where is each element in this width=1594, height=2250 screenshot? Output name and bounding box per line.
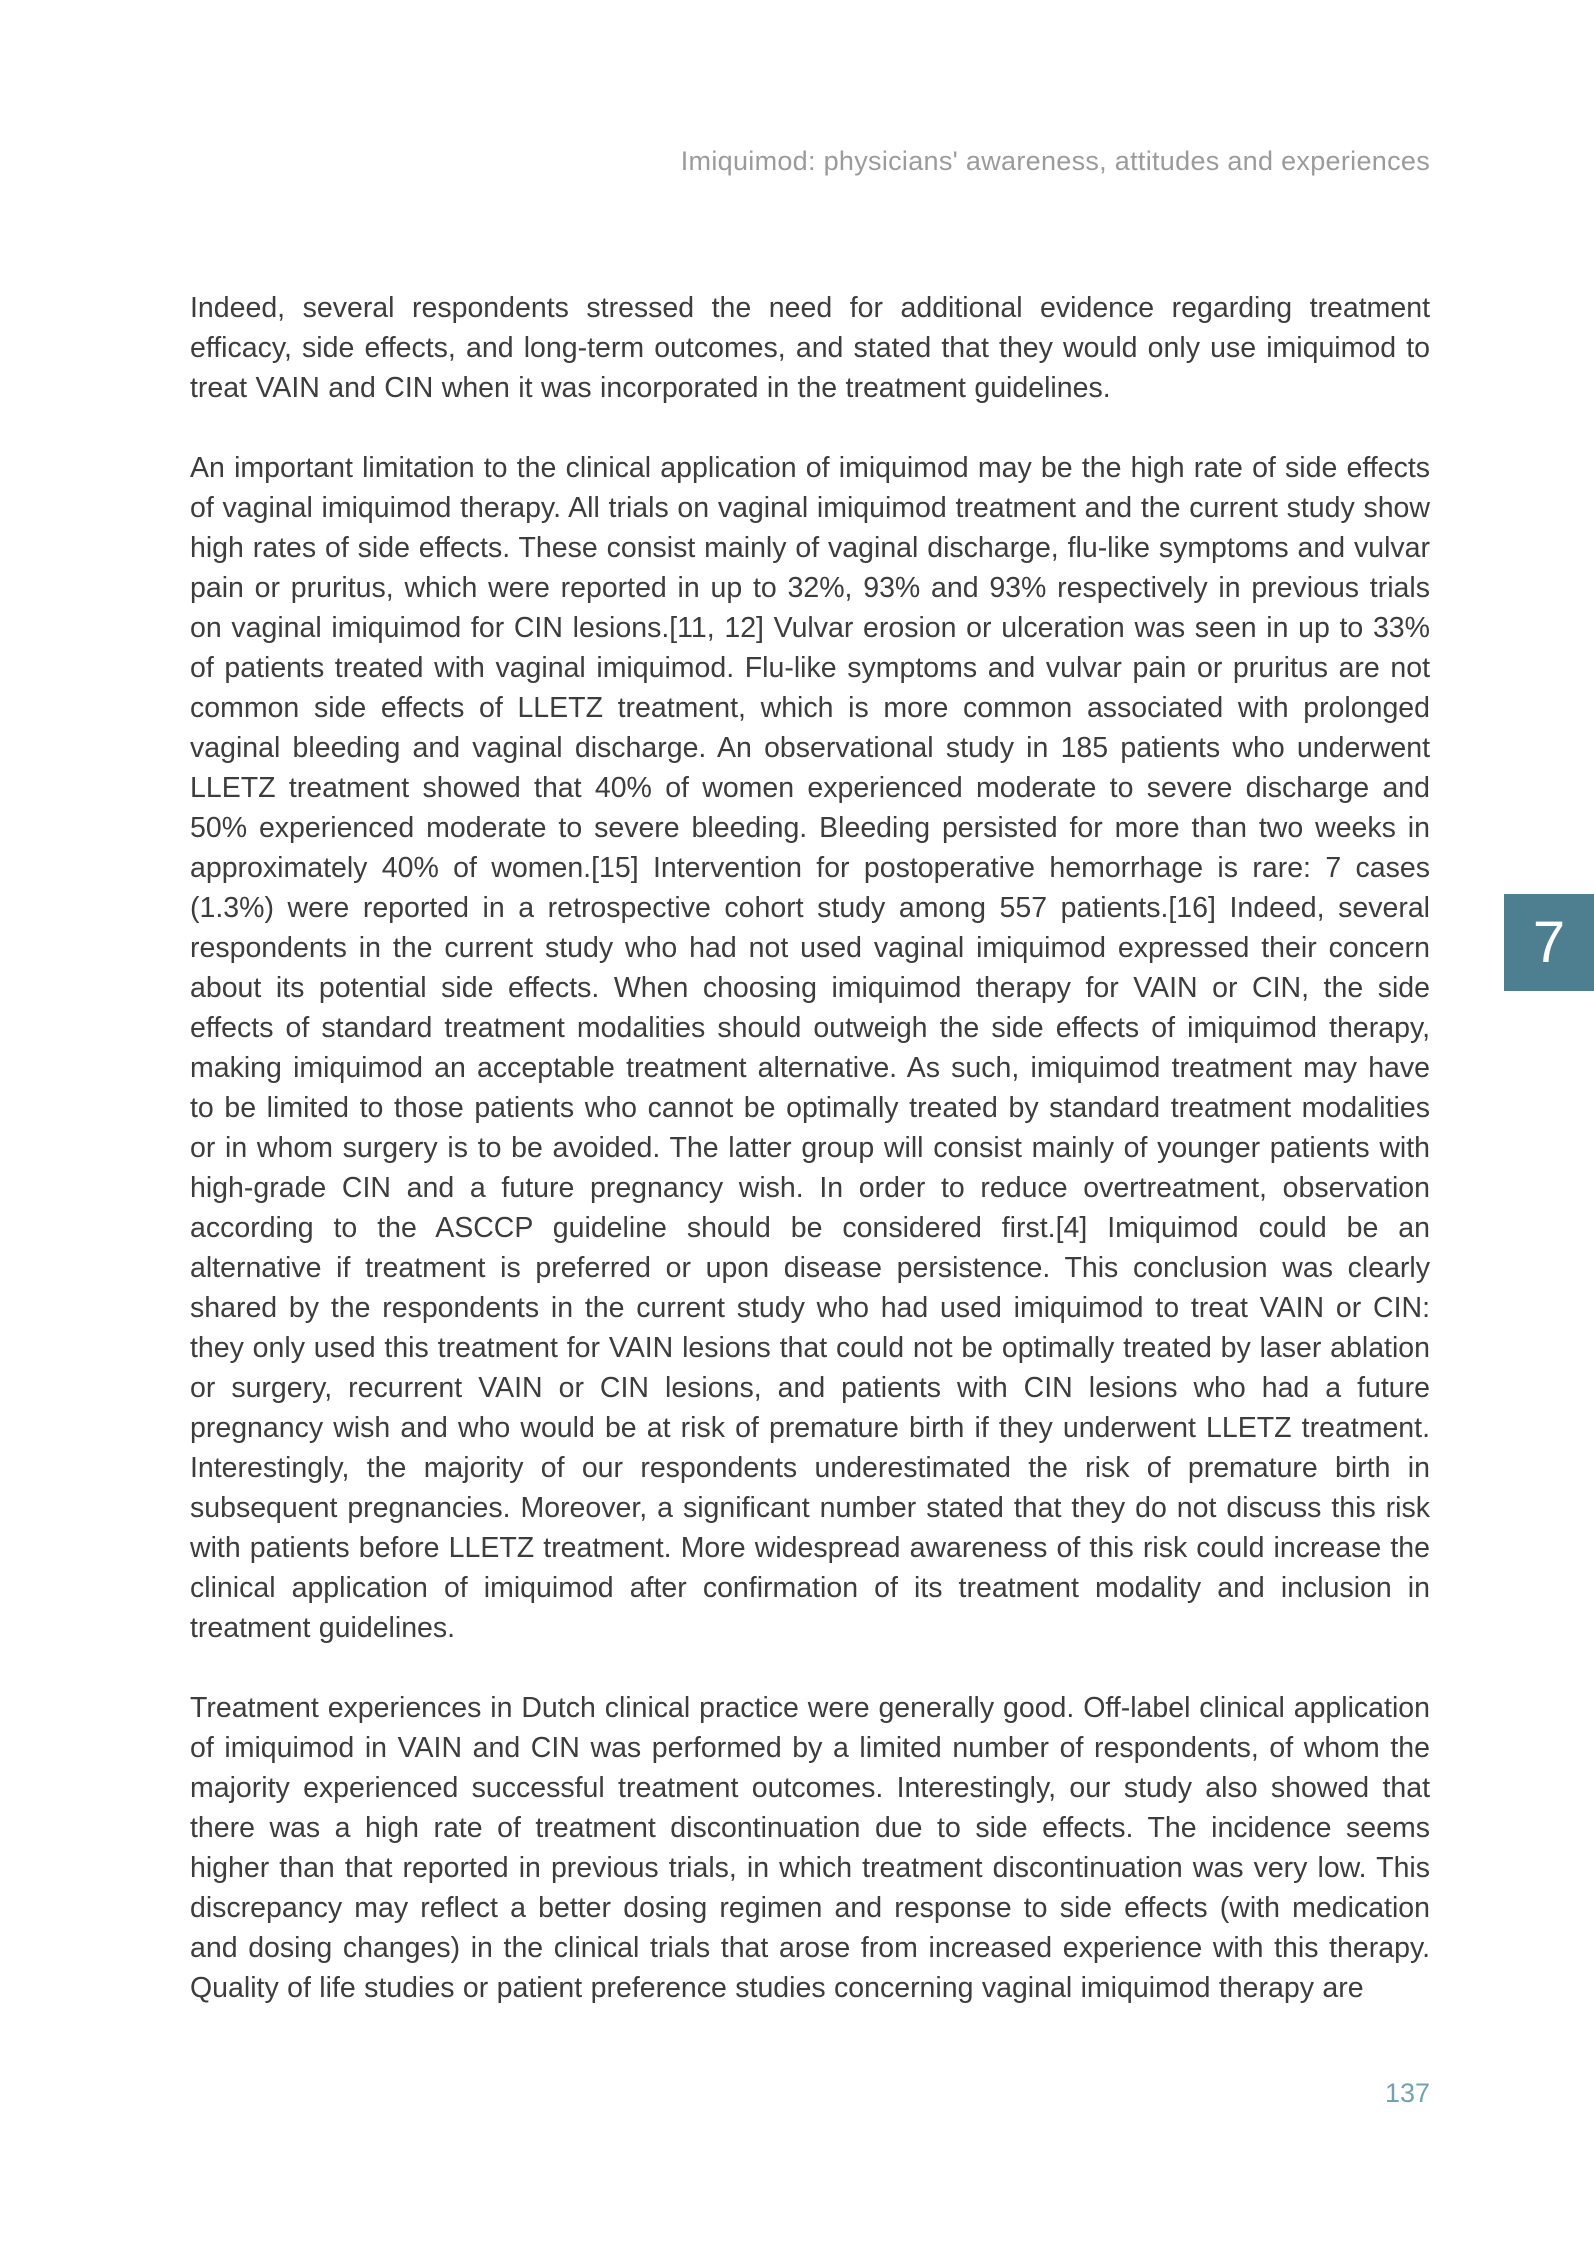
running-header: Imiquimod: physicians' awareness, attitudes and experiences <box>680 146 1430 176</box>
chapter-number: 7 <box>1532 910 1566 975</box>
chapter-number-tab <box>1504 894 1594 991</box>
page-number: 137 <box>1384 2078 1430 2108</box>
paragraph: Treatment experiences in Dutch clinical practice were generally good. Off-label clinical application of imiquimod in VAIN and CIN was performed by a limited number of respondents, of whom the majority experienced successful treatment outcomes. Interestingly, our study also showed that there was a high rate of treatment discontinuation due to side effects. The incidence seems higher than that reported in previous trials, in which treatment discontinuation was very low. This discrepancy may reflect a better dosing regimen and response to side effects (with medication and dosing changes) in the clinical trials that arose from increased experience with this therapy. Quality of life studies or patient preference studies concerning vaginal imiquimod therapy are <box>190 1692 1430 2004</box>
paragraph: Indeed, several respondents stressed the need for additional evidence regarding treatment efficacy, side effects, and long-term outcomes, and stated that they would only use imiquimod to treat VAIN and CIN when it was incorporated in the treatment guidelines. <box>190 292 1430 404</box>
paragraph: An important limitation to the clinical application of imiquimod may be the high rate of side effects of vaginal imiquimod therapy. All trials on vaginal imiquimod treatment and the current study show high rates of side effects. These consist mainly of vaginal discharge, flu-like symptoms and vulvar pain or pruritus, which were reported in up to 32%, 93% and 93% respectively in previous trials on vaginal imiquimod for CIN lesions.[11, 12] Vulvar erosion or ulceration was seen in up to 33% of patients treated with vaginal imiquimod. Flu-like symptoms and vulvar pain or pruritus are not common side effects of LLETZ treatment, which is more common associated with prolonged vaginal bleeding and vaginal discharge. An observational study in 185 patients who underwent LLETZ treatment showed that 40% of women experienced moderate to severe discharge and 50% experienced moderate to severe bleeding. Bleeding persisted for more than two weeks in approximately 40% of women.[15] Intervention for postoperative hemorrhage is rare: 7 cases (1.3%) were reported in a retrospective cohort study among 557 patients.[16] Indeed, several respondents in the current study who had not used vaginal imiquimod expressed their concern about its potential side effects. When choosing imiquimod therapy for VAIN or CIN, the side effects of standard treatment modalities should outweigh the side effects of imiquimod therapy, making imiquimod an acceptable treatment alternative. As such, imiquimod treatment may have to be limited to those patients who cannot be optimally treated by standard treatment modalities or in whom surgery is to be avoided. The latter group will consist mainly of younger patients with high-grade CIN and a future pregnancy wish. In order to reduce overtreatment, observation according to the ASCCP guideline should be considered first.[4] Imiquimod could be an alternative if treatment is preferred or upon disease persistence. This conclusion was clearly shared by the respondents in the current study who had used imiquimod to treat VAIN or CIN: they only used this treatment for VAIN lesions that could not be optimally treated by laser ablation or surgery, recurrent VAIN or CIN lesions, and patients with CIN lesions who had a future pregnancy wish and who would be at risk of premature birth if they underwent LLETZ treatment. Interestingly, the majority of our respondents underestimated the risk of premature birth in subsequent pregnancies. Moreover, a significant number stated that they do not discuss this risk with patients before LLETZ treatment. More widespread awareness of this risk could increase the clinical application of imiquimod after confirmation of its treatment modality and inclusion in treatment guidelines. <box>190 452 1430 1644</box>
body-text-column <box>190 288 1430 2048</box>
